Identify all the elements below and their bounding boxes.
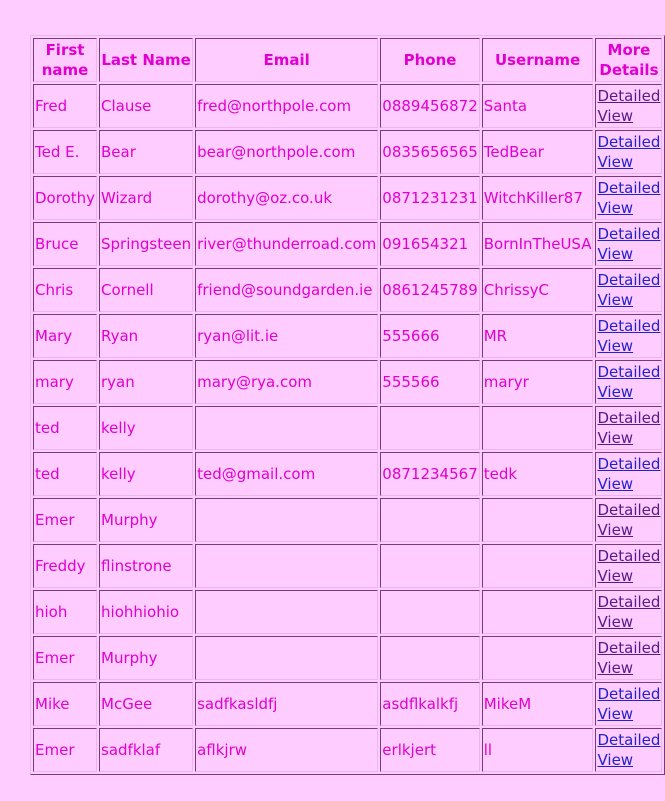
cell-more-details xyxy=(595,222,662,266)
header-phone: Phone xyxy=(380,38,479,82)
detailed-view-link[interactable]: Detailed View xyxy=(597,271,661,309)
detailed-view-link[interactable]: Detailed View xyxy=(597,87,661,125)
cell-more-details xyxy=(595,682,662,726)
cell-more-details xyxy=(595,728,662,772)
users-table xyxy=(30,35,665,775)
cell-first-name: ted xyxy=(33,452,97,496)
cell-phone: erlkjert xyxy=(380,728,479,772)
cell-last-name: McGee xyxy=(99,682,193,726)
cell-email: dorothy@oz.co.uk xyxy=(195,176,378,220)
cell-last-name: sadfklaf xyxy=(99,728,193,772)
table-row xyxy=(33,544,662,588)
table-row xyxy=(33,268,662,312)
cell-username xyxy=(482,406,594,450)
cell-username: ChrissyC xyxy=(482,268,594,312)
cell-email: aflkjrw xyxy=(195,728,378,772)
cell-username: BornInTheUSA xyxy=(482,222,594,266)
cell-last-name: ryan xyxy=(99,360,193,404)
cell-phone: 091654321 xyxy=(380,222,479,266)
cell-phone: 555566 xyxy=(380,360,479,404)
header-more-details: More Details xyxy=(595,38,662,82)
cell-last-name: Murphy xyxy=(99,498,193,542)
detailed-view-link[interactable]: Detailed View xyxy=(597,639,661,677)
cell-email xyxy=(195,498,378,542)
header-last-name: Last Name xyxy=(99,38,193,82)
table-row xyxy=(33,176,662,220)
cell-more-details xyxy=(595,84,662,128)
cell-more-details xyxy=(595,452,662,496)
cell-last-name: Clause xyxy=(99,84,193,128)
cell-more-details xyxy=(595,130,662,174)
cell-username xyxy=(482,544,594,588)
detailed-view-link[interactable]: Detailed View xyxy=(597,363,661,401)
header-username: Username xyxy=(482,38,594,82)
cell-last-name: Murphy xyxy=(99,636,193,680)
cell-email xyxy=(195,406,378,450)
detailed-view-link[interactable]: Detailed View xyxy=(597,685,661,723)
table-row xyxy=(33,452,662,496)
cell-last-name: Bear xyxy=(99,130,193,174)
cell-first-name: Chris xyxy=(33,268,97,312)
cell-first-name: Fred xyxy=(33,84,97,128)
cell-username: MikeM xyxy=(482,682,594,726)
table-row xyxy=(33,222,662,266)
cell-phone xyxy=(380,406,479,450)
cell-email: friend@soundgarden.ie xyxy=(195,268,378,312)
table-row xyxy=(33,636,662,680)
cell-username xyxy=(482,590,594,634)
table-row xyxy=(33,728,662,772)
cell-phone: 0871234567 xyxy=(380,452,479,496)
cell-phone xyxy=(380,636,479,680)
cell-last-name: Wizard xyxy=(99,176,193,220)
cell-first-name: ted xyxy=(33,406,97,450)
detailed-view-link[interactable]: Detailed View xyxy=(597,409,661,447)
table-row xyxy=(33,130,662,174)
cell-first-name: Emer xyxy=(33,498,97,542)
cell-username: ll xyxy=(482,728,594,772)
cell-first-name: Freddy xyxy=(33,544,97,588)
header-first-name: First name xyxy=(33,38,97,82)
cell-last-name: kelly xyxy=(99,452,193,496)
cell-first-name: Ted E. xyxy=(33,130,97,174)
cell-email xyxy=(195,590,378,634)
cell-username: WitchKiller87 xyxy=(482,176,594,220)
table-row xyxy=(33,590,662,634)
table-row xyxy=(33,498,662,542)
cell-email xyxy=(195,544,378,588)
users-table-container xyxy=(30,35,665,775)
cell-phone: 0871231231 xyxy=(380,176,479,220)
cell-username: TedBear xyxy=(482,130,594,174)
table-row xyxy=(33,360,662,404)
cell-first-name: mary xyxy=(33,360,97,404)
cell-email: bear@northpole.com xyxy=(195,130,378,174)
cell-first-name: Emer xyxy=(33,728,97,772)
cell-username: maryr xyxy=(482,360,594,404)
cell-last-name: Cornell xyxy=(99,268,193,312)
table-row xyxy=(33,314,662,358)
cell-first-name: Dorothy xyxy=(33,176,97,220)
detailed-view-link[interactable]: Detailed View xyxy=(597,179,661,217)
cell-last-name: hiohhiohio xyxy=(99,590,193,634)
cell-last-name: kelly xyxy=(99,406,193,450)
cell-email: mary@rya.com xyxy=(195,360,378,404)
cell-phone: 0835656565 xyxy=(380,130,479,174)
cell-more-details xyxy=(595,360,662,404)
cell-phone xyxy=(380,590,479,634)
cell-email xyxy=(195,636,378,680)
cell-username xyxy=(482,498,594,542)
cell-username: Santa xyxy=(482,84,594,128)
cell-more-details xyxy=(595,544,662,588)
detailed-view-link[interactable]: Detailed View xyxy=(597,593,661,631)
cell-phone: asdflkalkfj xyxy=(380,682,479,726)
cell-email: ted@gmail.com xyxy=(195,452,378,496)
cell-first-name: Bruce xyxy=(33,222,97,266)
cell-email: river@thunderroad.com xyxy=(195,222,378,266)
cell-more-details xyxy=(595,406,662,450)
cell-first-name: Mike xyxy=(33,682,97,726)
cell-username xyxy=(482,636,594,680)
cell-email: fred@northpole.com xyxy=(195,84,378,128)
cell-email: sadfkasldfj xyxy=(195,682,378,726)
cell-more-details xyxy=(595,590,662,634)
cell-more-details xyxy=(595,498,662,542)
cell-more-details xyxy=(595,636,662,680)
detailed-view-link[interactable]: Detailed View xyxy=(597,731,661,769)
cell-first-name: hioh xyxy=(33,590,97,634)
detailed-view-link[interactable]: Detailed View xyxy=(597,317,661,355)
detailed-view-link[interactable]: Detailed View xyxy=(597,501,661,539)
cell-first-name: Mary xyxy=(33,314,97,358)
detailed-view-link[interactable]: Detailed View xyxy=(597,547,661,585)
table-row xyxy=(33,682,662,726)
cell-username: MR xyxy=(482,314,594,358)
cell-phone xyxy=(380,498,479,542)
cell-email: ryan@lit.ie xyxy=(195,314,378,358)
cell-phone: 0861245789 xyxy=(380,268,479,312)
cell-username: tedk xyxy=(482,452,594,496)
cell-last-name: Springsteen xyxy=(99,222,193,266)
table-row xyxy=(33,406,662,450)
cell-phone xyxy=(380,544,479,588)
cell-more-details xyxy=(595,268,662,312)
detailed-view-link[interactable]: Detailed View xyxy=(597,225,661,263)
cell-last-name: flinstrone xyxy=(99,544,193,588)
cell-phone: 0889456872 xyxy=(380,84,479,128)
cell-more-details xyxy=(595,176,662,220)
header-email: Email xyxy=(195,38,378,82)
cell-more-details xyxy=(595,314,662,358)
cell-first-name: Emer xyxy=(33,636,97,680)
table-row xyxy=(33,84,662,128)
cell-phone: 555666 xyxy=(380,314,479,358)
table-header-row xyxy=(33,38,662,82)
detailed-view-link[interactable]: Detailed View xyxy=(597,455,661,493)
detailed-view-link[interactable]: Detailed View xyxy=(597,133,661,171)
cell-last-name: Ryan xyxy=(99,314,193,358)
